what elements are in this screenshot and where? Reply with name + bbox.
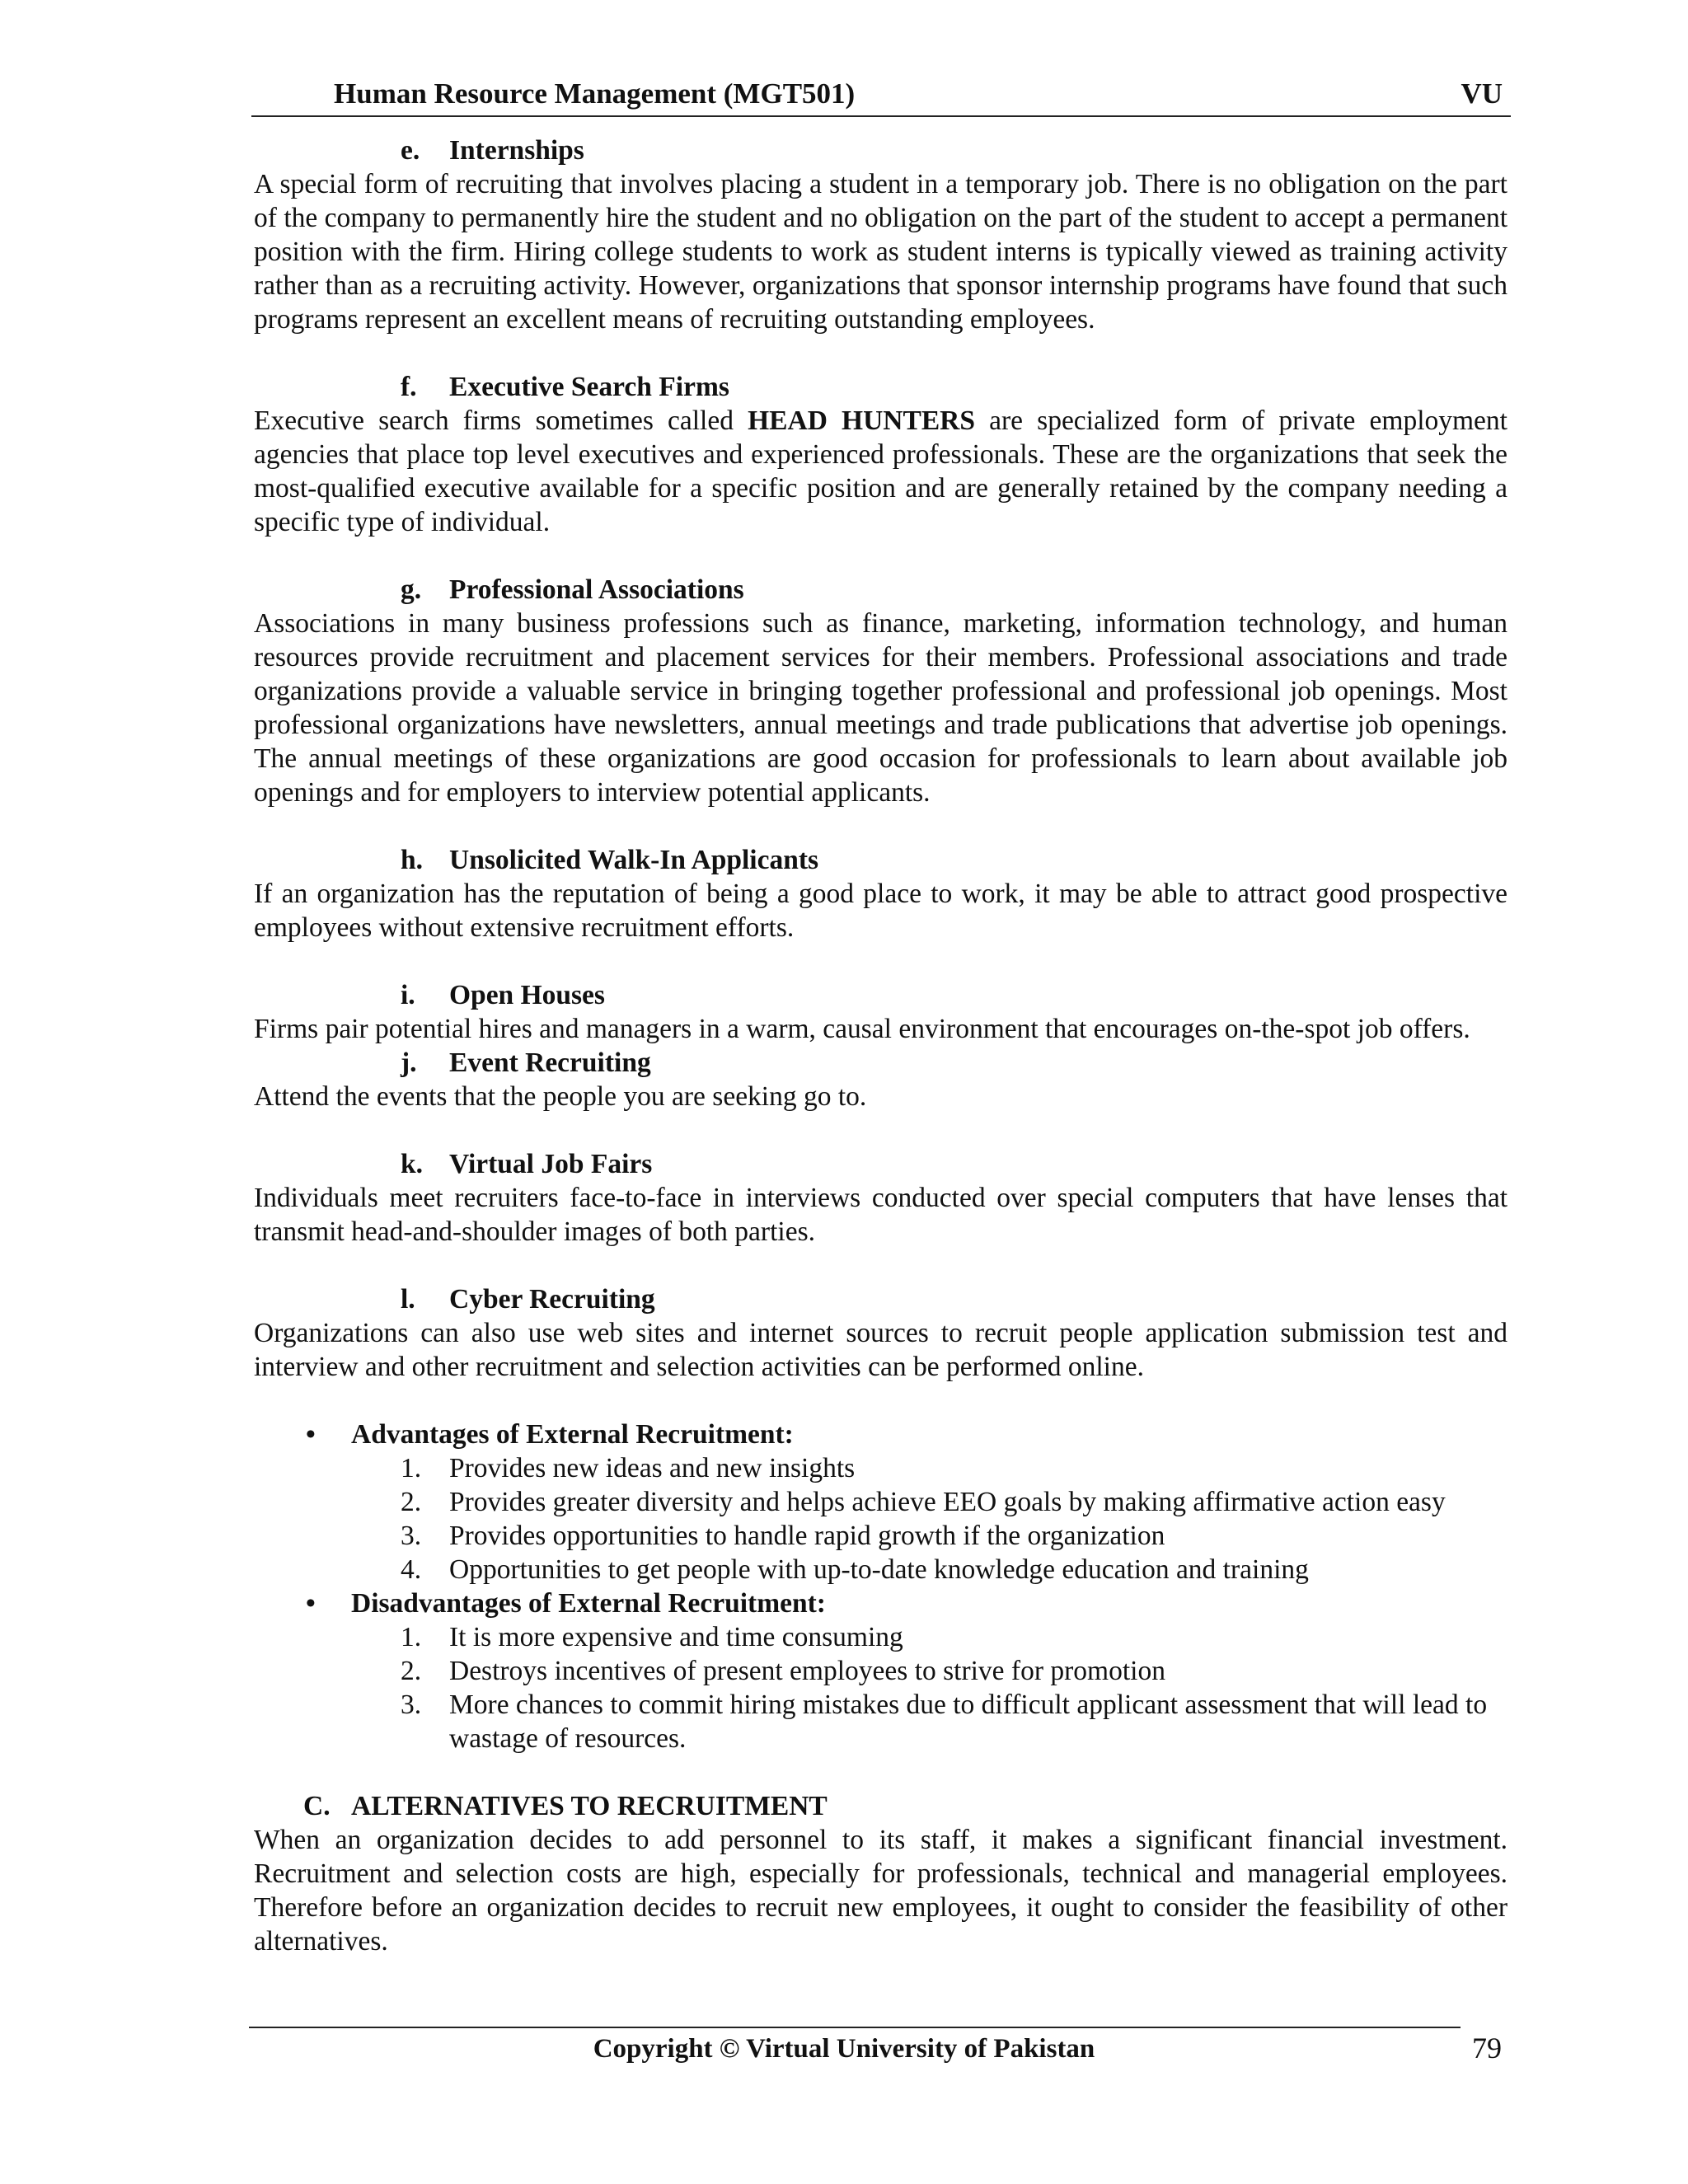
- section-heading-internships: [254, 134, 1507, 167]
- section-title: Cyber Recruiting: [449, 1284, 655, 1315]
- section-body-executive-search: [254, 404, 1507, 539]
- list-text: More chances to commit hiring mistakes due to difficult applicant assessment that will lead to wastage of resources.: [449, 1690, 1488, 1754]
- list-text: Provides opportunities to handle rapid growth if the organization: [449, 1521, 1165, 1551]
- section-title: Executive Search Firms: [449, 372, 729, 402]
- section-letter: e.: [401, 135, 420, 166]
- list-number: 1.: [401, 1622, 422, 1652]
- section-body-walk-in: If an organization has the reputation of being a good place to work, it may be able to attract good prospective employees without extensive recruitment efforts.: [254, 879, 1507, 943]
- section-body-virtual-job-fairs: Individuals meet recruiters face-to-face in interviews conducted over special computers that have lenses that transmit head-and-shoulder images of both parties.: [254, 1183, 1507, 1247]
- section-title: Event Recruiting: [449, 1047, 651, 1078]
- list-number: 3.: [401, 1690, 422, 1720]
- section-letter: k.: [401, 1149, 424, 1179]
- section-body-internships: A special form of recruiting that involves placing a student in a temporary job. There is no obligation on the part of the company to permanently hire the student and no obligation on the part of the student to accept a permanent position with the firm. Hiring college students to work as student interns is typically viewed as training activity rather than as a recruiting activity. However, organizations that sponsor internship programs have found that such programs represent an excellent means of recruiting outstanding employees.: [254, 169, 1507, 335]
- section-heading-open-houses: [254, 978, 1507, 1012]
- list-item: [254, 1451, 1507, 1485]
- course-title: Human Resource Management (MGT501): [334, 77, 856, 110]
- list-item: [254, 1620, 1507, 1654]
- list-text: Opportunities to get people with up-to-date knowledge education and training: [449, 1554, 1309, 1585]
- disadvantages-title: Disadvantages of External Recruitment:: [351, 1588, 826, 1619]
- section-heading-cyber-recruiting: [254, 1282, 1507, 1316]
- list-text: Provides new ideas and new insights: [449, 1453, 856, 1483]
- section-body-professional-associations: Associations in many business professions such as finance, marketing, information technology, and human resources provide recruitment and placement services for their members. Professional associations and trade organizations provide a valuable service in bringing together professional and professional job openings. Most professional organizations have newsletters, annual meetings and trade publications that advertise job openings. The annual meetings of these organizations are good occasion for professionals to learn about available job openings and for employers to interview potential applicants.: [254, 608, 1507, 808]
- emphasis-text: HEAD HUNTERS: [748, 405, 975, 436]
- list-text: Provides greater diversity and helps achieve EEO goals by making affirmative action easy: [449, 1487, 1446, 1517]
- section-title: Unsolicited Walk-In Applicants: [449, 845, 819, 875]
- list-text: It is more expensive and time consuming: [449, 1622, 903, 1652]
- section-heading-professional-associations: [254, 573, 1507, 607]
- section-heading-walk-in: [254, 843, 1507, 877]
- section-letter: l.: [401, 1284, 415, 1315]
- list-item: [254, 1553, 1507, 1586]
- section-letter: i.: [401, 980, 415, 1010]
- copyright-text: Copyright © Virtual University of Pakistan: [593, 2034, 1095, 2064]
- section-heading-alternatives: [254, 1789, 1507, 1823]
- page-header: [251, 77, 1511, 117]
- section-letter: h.: [401, 845, 424, 875]
- section-letter: C.: [303, 1791, 331, 1821]
- section-heading-event-recruiting: [254, 1046, 1507, 1080]
- body-text: are specialized form of private employment agencies that place top level executives and experienced professionals. These are the organizations that seek the most-qualified executive available for a specific position and are generally retained by the company needing a specific type of individual.: [254, 405, 1507, 537]
- list-number: 4.: [401, 1554, 422, 1585]
- section-heading-virtual-job-fairs: [254, 1147, 1507, 1181]
- advantages-heading: [254, 1418, 1507, 1451]
- bullet-icon: •: [306, 1588, 316, 1619]
- list-item: [254, 1688, 1507, 1755]
- university-abbrev: VU: [1461, 77, 1503, 110]
- page-content: [254, 134, 1507, 1958]
- section-body-open-houses: Firms pair potential hires and managers in a warm, causal environment that encourages on-the-spot job offers.: [254, 1014, 1470, 1044]
- section-letter: j.: [401, 1047, 417, 1078]
- footer-divider: [249, 2027, 1461, 2028]
- list-item: [254, 1519, 1507, 1553]
- body-text: Executive search firms sometimes called: [254, 405, 748, 436]
- section-body-event-recruiting: Attend the events that the people you are seeking go to.: [254, 1081, 867, 1112]
- section-body-alternatives: When an organization decides to add personnel to its staff, it makes a significant financial investment. Recruitment and selection costs are high, especially for professionals, technical and managerial employees. Therefore before an organization decides to recruit new employees, it ought to consider the feasibility of other alternatives.: [254, 1825, 1507, 1957]
- list-number: 1.: [401, 1453, 422, 1483]
- section-title: Open Houses: [449, 980, 605, 1010]
- list-text: Destroys incentives of present employees to strive for promotion: [449, 1656, 1165, 1686]
- section-title: Internships: [449, 135, 584, 166]
- section-title: Virtual Job Fairs: [449, 1149, 653, 1179]
- disadvantages-heading: [254, 1586, 1507, 1620]
- section-body-cyber-recruiting: Organizations can also use web sites and internet sources to recruit people application submission test and interview and other recruitment and selection activities can be performed online.: [254, 1318, 1507, 1382]
- list-item: [254, 1485, 1507, 1519]
- section-title: ALTERNATIVES TO RECRUITMENT: [351, 1791, 828, 1821]
- list-number: 3.: [401, 1521, 422, 1551]
- list-number: 2.: [401, 1487, 422, 1517]
- section-heading-executive-search: [254, 370, 1507, 404]
- list-item: [254, 1654, 1507, 1688]
- bullet-icon: •: [306, 1419, 316, 1450]
- advantages-title: Advantages of External Recruitment:: [351, 1419, 794, 1450]
- page-number: 79: [1472, 2032, 1502, 2064]
- section-title: Professional Associations: [449, 574, 744, 605]
- list-number: 2.: [401, 1656, 422, 1686]
- section-letter: g.: [401, 574, 422, 605]
- section-letter: f.: [401, 372, 417, 402]
